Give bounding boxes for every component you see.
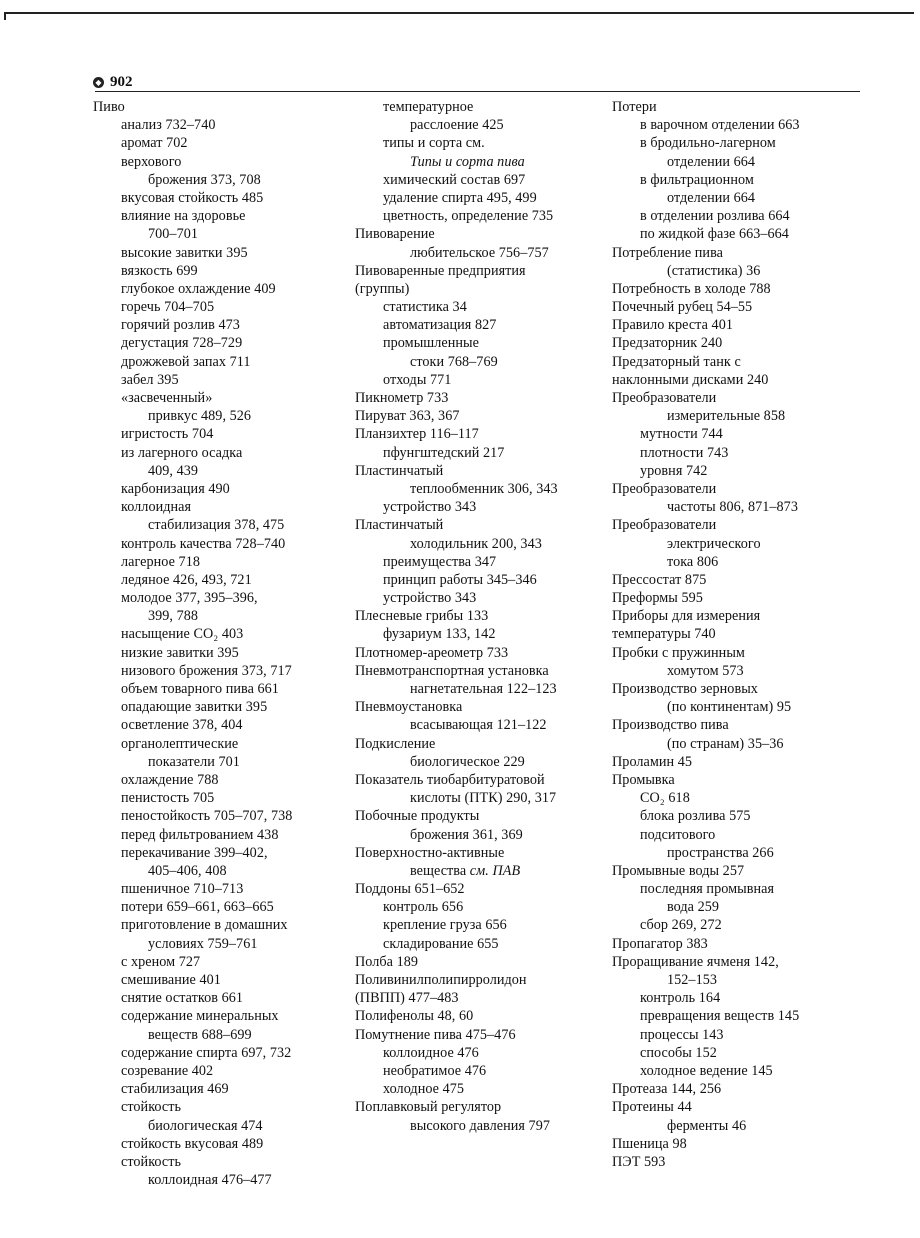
index-subentry: химический состав 697	[383, 171, 526, 188]
index-subentry: холодное 475	[383, 1081, 465, 1098]
index-subentry: пеностойкость 705–707, 738	[121, 808, 293, 825]
index-subentry: опадающие завитки 395	[121, 699, 268, 716]
index-subentry: брожения 373, 708	[148, 171, 261, 188]
index-subentry: влияние на здоровье	[121, 208, 246, 225]
index-entry: Протеины 44	[612, 1099, 692, 1116]
index-subentry: вязкость 699	[121, 262, 198, 279]
index-subentry: кислоты (ПТК) 290, 317	[410, 790, 557, 807]
header-rule	[95, 91, 860, 92]
index-subentry: дегустация 728–729	[121, 335, 243, 352]
index-subentry: стойкость	[121, 1153, 182, 1170]
index-entry: Пневмотранспортная установка	[355, 662, 549, 679]
index-subentry: отходы 771	[383, 371, 452, 388]
index-entry: Пшеница 98	[612, 1135, 687, 1152]
index-subentry: условиях 759–761	[148, 935, 258, 952]
index-subentry: последняя промывная	[640, 881, 775, 898]
index-subentry: хомутом 573	[667, 662, 744, 679]
index-entry: Почечный рубец 54–55	[612, 299, 753, 316]
index-subentry: приготовление в домашних	[121, 917, 288, 934]
index-subentry: типы и сорта см.	[383, 135, 485, 152]
index-subentry: коллоидное 476	[383, 1044, 479, 1061]
index-subentry: электрического	[667, 535, 761, 552]
index-subentry: (по странам) 35–36	[667, 735, 784, 752]
index-subentry: забел 395	[121, 371, 179, 388]
index-subentry: 152–153	[667, 972, 718, 988]
index-subentry: ледяное 426, 493, 721	[121, 571, 252, 588]
index-subentry: вкусовая стойкость 485	[121, 189, 264, 206]
index-entry: Поверхностно-активные	[355, 844, 505, 861]
index-subentry: мутности 744	[640, 426, 723, 443]
index-subentry: способы 152	[640, 1044, 717, 1061]
index-subentry: стабилизация 378, 475	[148, 517, 285, 534]
index-subentry: из лагерного осадка	[121, 444, 243, 461]
index-subentry: сбор 269, 272	[640, 917, 722, 934]
index-entry: Преформы 595	[612, 590, 703, 607]
index-subentry: верхового	[121, 153, 182, 170]
index-entry: Преобразователи	[612, 480, 717, 497]
index-subentry: с хреном 727	[121, 953, 201, 970]
index-column-1	[93, 98, 343, 1189]
index-entry: Протеаза 144, 256	[612, 1081, 722, 1098]
index-subentry: 405–406, 408	[148, 862, 227, 879]
index-subentry: стоки 768–769	[410, 353, 498, 370]
index-subentry: теплообменник 306, 343	[410, 480, 558, 497]
index-subentry: холодильник 200, 343	[410, 535, 542, 552]
index-entry: Пикнометр 733	[355, 390, 449, 406]
index-subentry: 700–701	[148, 226, 199, 243]
index-entry: Производство пива	[612, 717, 729, 734]
index-subentry: (по континентам) 95	[667, 699, 792, 716]
index-subentry: созревание 402	[121, 1062, 214, 1079]
index-entry: Пивоварение	[355, 226, 435, 243]
index-subentry: контроль 164	[640, 990, 721, 1007]
index-subentry: брожения 361, 369	[410, 826, 523, 843]
index-subentry: 399, 788	[148, 608, 199, 625]
index-subentry: стойкость вкусовая 489	[121, 1135, 264, 1152]
index-subentry: устройство 343	[383, 499, 477, 516]
index-subentry: подситового	[640, 826, 716, 843]
index-subentry: пфунгштедский 217	[383, 444, 505, 461]
index-subentry: коллоидная 476–477	[148, 1172, 272, 1189]
index-entry: Промывные воды 257	[612, 862, 745, 879]
index-subentry: игристость 704	[121, 426, 214, 443]
index-entry: Поливинилполипирролидон	[355, 972, 527, 988]
page-number: 902	[110, 74, 133, 90]
index-subentry: перекачивание 399–402,	[121, 844, 268, 861]
index-subentry: Типы и сорта пива	[410, 153, 525, 170]
index-subentry: всасывающая 121–122	[410, 717, 547, 734]
index-subentry: веществ 688–699	[148, 1026, 252, 1043]
index-subentry: глубокое охлаждение 409	[121, 280, 276, 297]
index-subentry: блока розлива 575	[640, 808, 751, 825]
index-subentry: объем товарного пива 661	[121, 681, 279, 697]
index-subentry: автоматизация 827	[383, 317, 497, 334]
index-subentry: плотности 743	[640, 444, 729, 461]
index-subentry: цветность, определение 735	[383, 208, 554, 225]
index-entry: Поплавковый регулятор	[355, 1099, 502, 1116]
index-entry: Подкисление	[355, 735, 436, 752]
index-subentry: лагерное 718	[121, 553, 200, 570]
index-entry: Проламин 45	[612, 753, 693, 770]
index-entry: Помутнение пива 475–476	[355, 1026, 516, 1043]
index-subentry: дрожжевой запах 711	[121, 353, 251, 370]
index-entry: Полба 189	[355, 953, 419, 970]
index-entry: Правило креста 401	[612, 317, 733, 334]
index-subentry: смешивание 401	[121, 972, 221, 988]
index-entry: Побочные продукты	[355, 808, 480, 825]
page-header	[93, 74, 133, 91]
index-subentry: нагнетательная 122–123	[410, 681, 557, 697]
index-subentry: молодое 377, 395–396,	[121, 590, 258, 607]
index-subentry: контроль 656	[383, 899, 464, 916]
index-entry: Приборы для измерения	[612, 608, 761, 625]
index-entry: Плотномер-ареометр 733	[355, 644, 509, 661]
index-subentry: насыщение CO₂ 403	[121, 626, 244, 643]
index-subentry: горячий розлив 473	[121, 317, 240, 334]
index-subentry: карбонизация 490	[121, 480, 230, 497]
index-entry: Производство зерновых	[612, 681, 758, 697]
index-subentry: расслоение 425	[410, 117, 504, 134]
index-subentry: складирование 655	[383, 935, 499, 952]
index-subentry: пенистость 705	[121, 790, 215, 807]
index-subentry: фузариум 133, 142	[383, 626, 496, 643]
index-entry: температуры 740	[612, 626, 716, 643]
index-entry: Планзихтер 116–117	[355, 426, 479, 443]
index-subentry: частоты 806, 871–873	[667, 499, 798, 516]
index-subentry: статистика 34	[383, 299, 467, 316]
index-subentry: горечь 704–705	[121, 299, 215, 316]
index-column-2	[355, 98, 605, 1135]
index-entry: Пневмоустановка	[355, 699, 463, 716]
index-entry: Поддоны 651–652	[355, 881, 465, 898]
index-entry: Прессостат 875	[612, 571, 707, 588]
index-subentry: перед фильтрованием 438	[121, 826, 279, 843]
index-entry: Полифенолы 48, 60	[355, 1008, 474, 1025]
index-entry: Пиво	[93, 99, 125, 115]
index-subentry: в бродильно-лагерном	[640, 135, 776, 152]
index-subentry: потери 659–661, 663–665	[121, 899, 274, 916]
index-subentry: отделении 664	[667, 189, 756, 206]
index-subentry: содержание спирта 697, 732	[121, 1044, 292, 1061]
index-subentry: ферменты 46	[667, 1117, 747, 1134]
index-subentry: холодное ведение 145	[640, 1062, 773, 1079]
index-subentry: вещества см. ПАВ	[410, 862, 521, 879]
index-subentry: (статистика) 36	[667, 262, 761, 279]
index-subentry: тока 806	[667, 553, 719, 570]
index-subentry: по жидкой фазе 663–664	[640, 226, 789, 243]
corner-mark	[4, 12, 6, 20]
index-subentry: низкие завитки 395	[121, 644, 239, 661]
index-entry: Предзаторник 240	[612, 335, 723, 352]
index-entry: (группы)	[355, 280, 410, 297]
index-subentry: коллоидная	[121, 499, 192, 516]
index-subentry: «засвеченный»	[121, 390, 213, 406]
index-subentry: показатели 701	[148, 753, 240, 770]
index-subentry: принцип работы 345–346	[383, 571, 537, 588]
index-subentry: биологическая 474	[148, 1117, 263, 1134]
index-subentry: уровня 742	[640, 462, 708, 479]
index-entry: Преобразователи	[612, 517, 717, 534]
index-subentry: контроль качества 728–740	[121, 535, 286, 552]
index-subentry: стойкость	[121, 1099, 182, 1116]
index-entry: Предзаторный танк с	[612, 353, 741, 370]
index-subentry: привкус 489, 526	[148, 408, 252, 425]
index-subentry: удаление спирта 495, 499	[383, 189, 537, 206]
index-entry: Потребление пива	[612, 244, 723, 261]
index-subentry: крепление груза 656	[383, 917, 507, 934]
index-entry: ПЭТ 593	[612, 1153, 666, 1170]
index-subentry: биологическое 229	[410, 753, 525, 770]
index-subentry: органолептические	[121, 735, 239, 752]
index-subentry: процессы 143	[640, 1026, 724, 1043]
index-subentry: в отделении розлива 664	[640, 208, 790, 225]
index-subentry: осветление 378, 404	[121, 717, 243, 734]
index-subentry: в варочном отделении 663	[640, 117, 800, 134]
index-subentry: в фильтрационном	[640, 171, 754, 188]
index-entry: Пластинчатый	[355, 517, 444, 534]
see-reference: см. ПАВ	[469, 862, 521, 879]
index-subentry: 409, 439	[148, 462, 199, 479]
index-entry: Промывка	[612, 771, 675, 788]
index-subentry: любительское 756–757	[410, 244, 549, 261]
index-entry: Плесневые грибы 133	[355, 608, 489, 625]
index-subentry: отделении 664	[667, 153, 756, 170]
index-entry: Потребность в холоде 788	[612, 280, 771, 297]
index-entry: Потери	[612, 99, 657, 115]
index-entry: Проращивание ячменя 142,	[612, 953, 779, 970]
index-subentry: стабилизация 469	[121, 1081, 229, 1098]
index-subentry: высокого давления 797	[410, 1117, 550, 1134]
index-subentry: анализ 732–740	[121, 117, 216, 134]
index-subentry: высокие завитки 395	[121, 244, 248, 261]
index-entry: Преобразователи	[612, 390, 717, 406]
index-entry: Показатель тиобарбитуратовой	[355, 771, 545, 788]
index-subentry: температурное	[383, 99, 474, 115]
index-subentry: вода 259	[667, 899, 720, 916]
index-subentry: пространства 266	[667, 844, 774, 861]
page-bullet-icon: ◆	[93, 77, 104, 88]
top-rule	[6, 12, 914, 14]
index-entry: Пивоваренные предприятия	[355, 262, 526, 279]
index-entry: Пластинчатый	[355, 462, 444, 479]
index-subentry: содержание минеральных	[121, 1008, 279, 1025]
index-subentry: превращения веществ 145	[640, 1008, 800, 1025]
index-subentry: аромат 702	[121, 135, 188, 152]
index-subentry: необратимое 476	[383, 1062, 487, 1079]
index-subentry: измерительные 858	[667, 408, 786, 425]
index-subentry: устройство 343	[383, 590, 477, 607]
index-entry: Пируват 363, 367	[355, 408, 460, 425]
index-entry: Пропагатор 383	[612, 935, 708, 952]
index-subentry: CO₂ 618	[640, 790, 690, 807]
index-subentry: снятие остатков 661	[121, 990, 244, 1007]
index-subentry: пшеничное 710–713	[121, 881, 244, 898]
index-entry: наклонными дисками 240	[612, 371, 769, 388]
index-subentry: охлаждение 788	[121, 771, 219, 788]
index-subentry: низового брожения 373, 717	[121, 662, 292, 679]
index-subentry: промышленные	[383, 335, 479, 352]
index-subentry: преимущества 347	[383, 553, 497, 570]
index-entry: (ПВПП) 477–483	[355, 990, 459, 1007]
index-column-3	[612, 98, 877, 1171]
index-entry: Пробки с пружинным	[612, 644, 745, 661]
